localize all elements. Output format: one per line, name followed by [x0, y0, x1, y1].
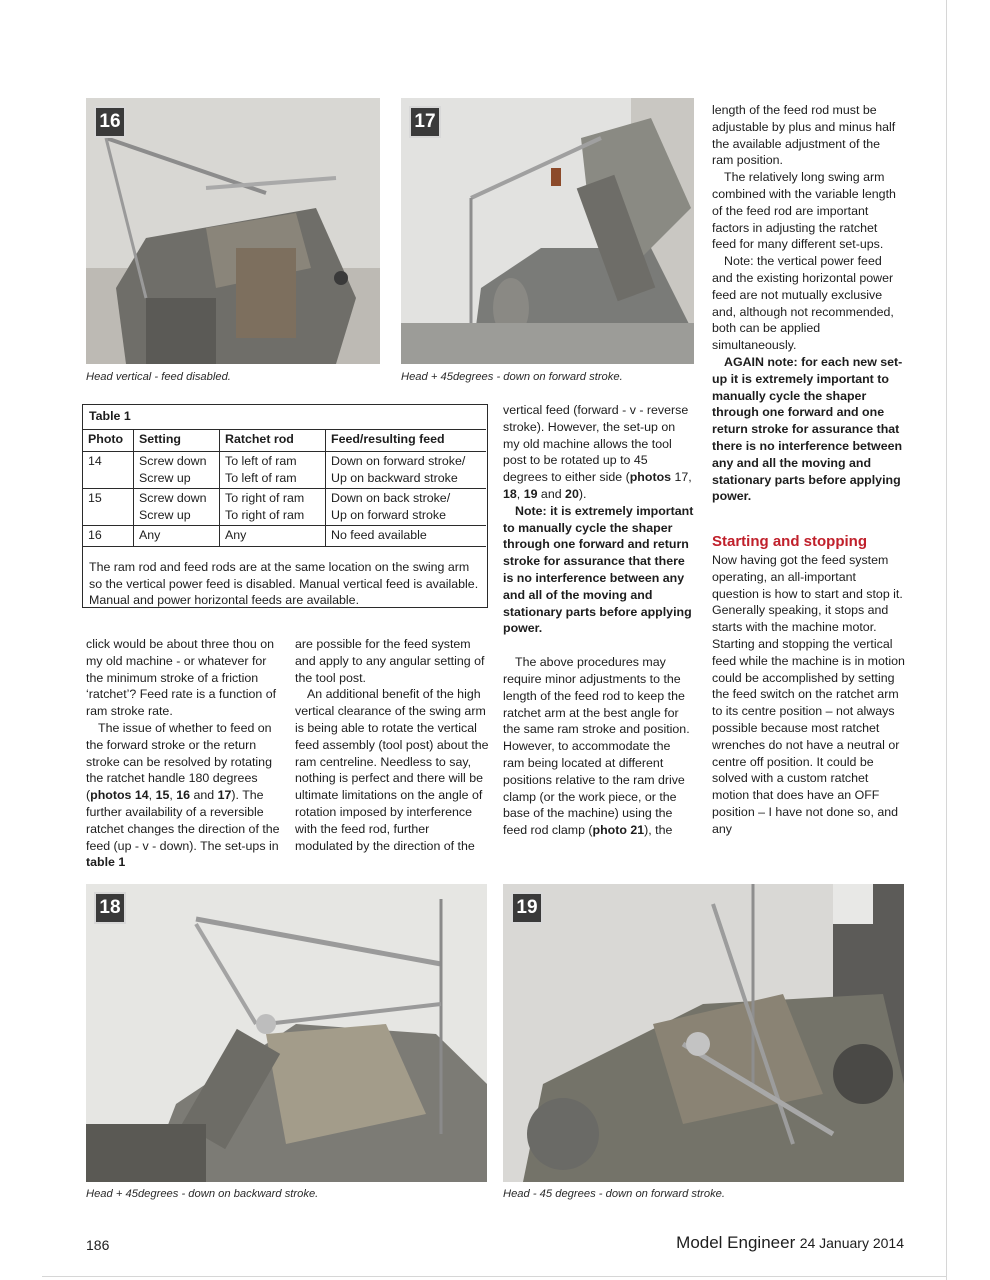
photo-17-image [401, 98, 694, 364]
table-cell-setting [134, 452, 220, 489]
table-cell-photo: 14 [83, 452, 134, 489]
photo-19 [503, 884, 904, 1182]
text-column-4 [712, 102, 904, 505]
cell-line: Down on forward stroke/ [331, 454, 466, 468]
photo-number: 19 [511, 892, 543, 924]
photo-ref: 18 [503, 486, 517, 501]
cell-line: Up on forward stroke [331, 507, 447, 522]
table-row [83, 489, 486, 526]
text-run: The above procedures may require minor adjustments to the length of the feed rod to keep the ratchet arm at the best angle for the same ram stroke and position. However, to accommodate the ram being located at different positions relative to the ram drive clamp (or the work piece, or the base of the machine) using the feed rod clamp ( [503, 655, 690, 838]
text-run: and [190, 788, 218, 803]
photo-18-image [86, 884, 487, 1182]
section-heading: Starting and stopping [712, 533, 867, 550]
table-title: Table 1 [89, 409, 131, 423]
photo-16-caption: Head vertical - feed disabled. [86, 371, 231, 383]
cell-line: Down on back stroke/ [331, 491, 451, 505]
table-header-row [83, 430, 486, 452]
photo-17 [401, 98, 694, 364]
cell-line: Screw down [139, 491, 207, 505]
table-grid [83, 429, 486, 547]
cell-line: To left of ram [225, 454, 297, 468]
table-note: The ram rod and feed rods are at the same location on the swing arm so the vertical power feed is disabled. Manual vertical feed is available. Manual and power horizontal feeds are available. [89, 560, 479, 608]
text-column-1 [86, 636, 281, 871]
photo-ref: 16 [176, 788, 191, 803]
text-column-2 [295, 636, 490, 854]
text-run: ). [578, 486, 587, 501]
paragraph: Note: the vertical power feed and the existing horizontal power feed are not mutually exclusive and, although not recommended, both can be applied simultaneously. [712, 254, 894, 353]
table-cell-ratchet: Any [220, 526, 326, 547]
paragraph: An additional benefit of the high vertical clearance of the swing arm is being able to rotate the vertical feed assembly (tool post) about the ram centreline. Needless to say, nothing is perfect and there will be ultimate limitations on the angle of rotation imposed by interference with the feed rod, further modulated by the direction of the [295, 687, 489, 853]
paragraph: length of the feed rod must be adjustable by plus and minus half the available adjustment of the ram position. [712, 103, 896, 168]
table-header-feed: Feed/resulting feed [326, 430, 487, 452]
table-cell-feed [326, 489, 487, 526]
photo-16-image [86, 98, 380, 364]
table-cell-setting: Any [134, 526, 220, 547]
table-1 [82, 404, 488, 608]
paragraph: The relatively long swing arm combined with the variable length of the feed rod are important factors in adjusting the ratchet feed for many different set-ups. [712, 170, 896, 252]
paragraph [86, 720, 281, 871]
page-bottom-edge [42, 1276, 946, 1277]
text-run: , [148, 788, 156, 803]
photo-18-caption: Head + 45degrees - down on backward stroke. [86, 1188, 319, 1200]
table-cell-feed [326, 452, 487, 489]
text-run: , [516, 486, 524, 501]
photo-ref: 20 [565, 486, 579, 501]
table-cell-setting [134, 489, 220, 526]
table-header-ratchet: Ratchet rod [220, 430, 326, 452]
text-column-4-continued [712, 552, 906, 838]
page-number: 186 [86, 1237, 110, 1253]
paragraph: are possible for the feed system and apply to any angular setting of the tool post. [295, 637, 485, 685]
photo-ref: 15 [155, 788, 170, 803]
text-column-3 [503, 402, 695, 839]
paragraph [503, 402, 695, 503]
text-run: vertical feed (forward - v - reverse stroke). However, the set-up on my old machine allows the tool post to be rotated up to 45 degrees to either side ( [503, 403, 689, 485]
table-cell-ratchet [220, 452, 326, 489]
text-run: , [169, 788, 177, 803]
photo-17-caption: Head + 45degrees - down on forward stroke. [401, 371, 623, 383]
photo-ref: photos 14 [90, 788, 149, 803]
table-cell-ratchet [220, 489, 326, 526]
photo-number: 17 [409, 106, 441, 138]
photo-19-image [503, 884, 904, 1182]
table-ref: table 1 [86, 855, 126, 870]
cell-line: To left of ram [225, 470, 297, 485]
text-run: ), the [644, 823, 673, 838]
issue-date: 24 January 2014 [799, 1235, 904, 1251]
table-cell-photo: 15 [83, 489, 134, 526]
magazine-name: Model Engineer [676, 1233, 796, 1252]
cell-line: To right of ram [225, 491, 305, 505]
photo-ref: 19 [523, 486, 538, 501]
photo-number: 16 [94, 106, 126, 138]
table-cell-photo: 16 [83, 526, 134, 547]
table-cell-feed: No feed available [326, 526, 487, 547]
photo-ref: 17 [217, 788, 232, 803]
page-edge [946, 0, 947, 1280]
photo-18 [86, 884, 487, 1182]
cell-line: Up on backward stroke [331, 470, 458, 485]
warning-paragraph: AGAIN note: for each new set-up it is extremely important to manually cycle the shaper through one forward and one return stroke for assurance that there is no interference between any and all the moving and stationary parts before applying power. [712, 354, 903, 504]
photo-ref: photo 21 [592, 823, 645, 838]
table-header-setting: Setting [134, 430, 220, 452]
photo-16 [86, 98, 380, 364]
photo-19-caption: Head - 45 degrees - down on forward stroke. [503, 1188, 726, 1200]
paragraph: Now having got the feed system operating, an all-important question is how to start and stop it. Generally speaking, it stops and starts with the machine motor. Starting and stopping the vertical feed while the machine is in motion could be accomplished by setting the feed switch on the ratchet arm to its centre position – not always possible because most ratchet wrenches do not have a neutral or centre off position. It could be solved with a custom ratchet motion that does have an OFF position – I have not done so, and any [712, 553, 905, 836]
photo-number: 18 [94, 892, 126, 924]
cell-line: Screw up [139, 507, 191, 522]
cell-line: To right of ram [225, 507, 305, 522]
text-run: The issue of whether to feed on the forward stroke or the return stroke can be resolved by rotating the ratchet handle 180 degrees ( [86, 720, 272, 803]
paragraph: click would be about three thou on my old machine - or whatever for the minimum stroke of a friction ‘ratchet’? Feed rate is a function of ram stroke rate. [86, 637, 277, 719]
footer-masthead [676, 1233, 904, 1253]
text-run: 17, [671, 470, 692, 485]
text-run: ). The further availability of a reversible ratchet changes the direction of the feed (up - v - down). The set-ups in [86, 788, 280, 853]
text-run: and [537, 486, 566, 501]
photo-ref: photos [629, 470, 672, 485]
cell-line: Screw down [139, 454, 207, 468]
table-row [83, 526, 486, 547]
warning-paragraph: Note: it is extremely important to manually cycle the shaper through one forward and return stroke for assurance that there is no interference between any and all of the moving and stationary parts before applying power. [503, 503, 694, 636]
table-header-photo: Photo [83, 430, 134, 452]
cell-line: Screw up [139, 470, 191, 485]
table-row [83, 452, 486, 489]
paragraph [503, 654, 695, 839]
